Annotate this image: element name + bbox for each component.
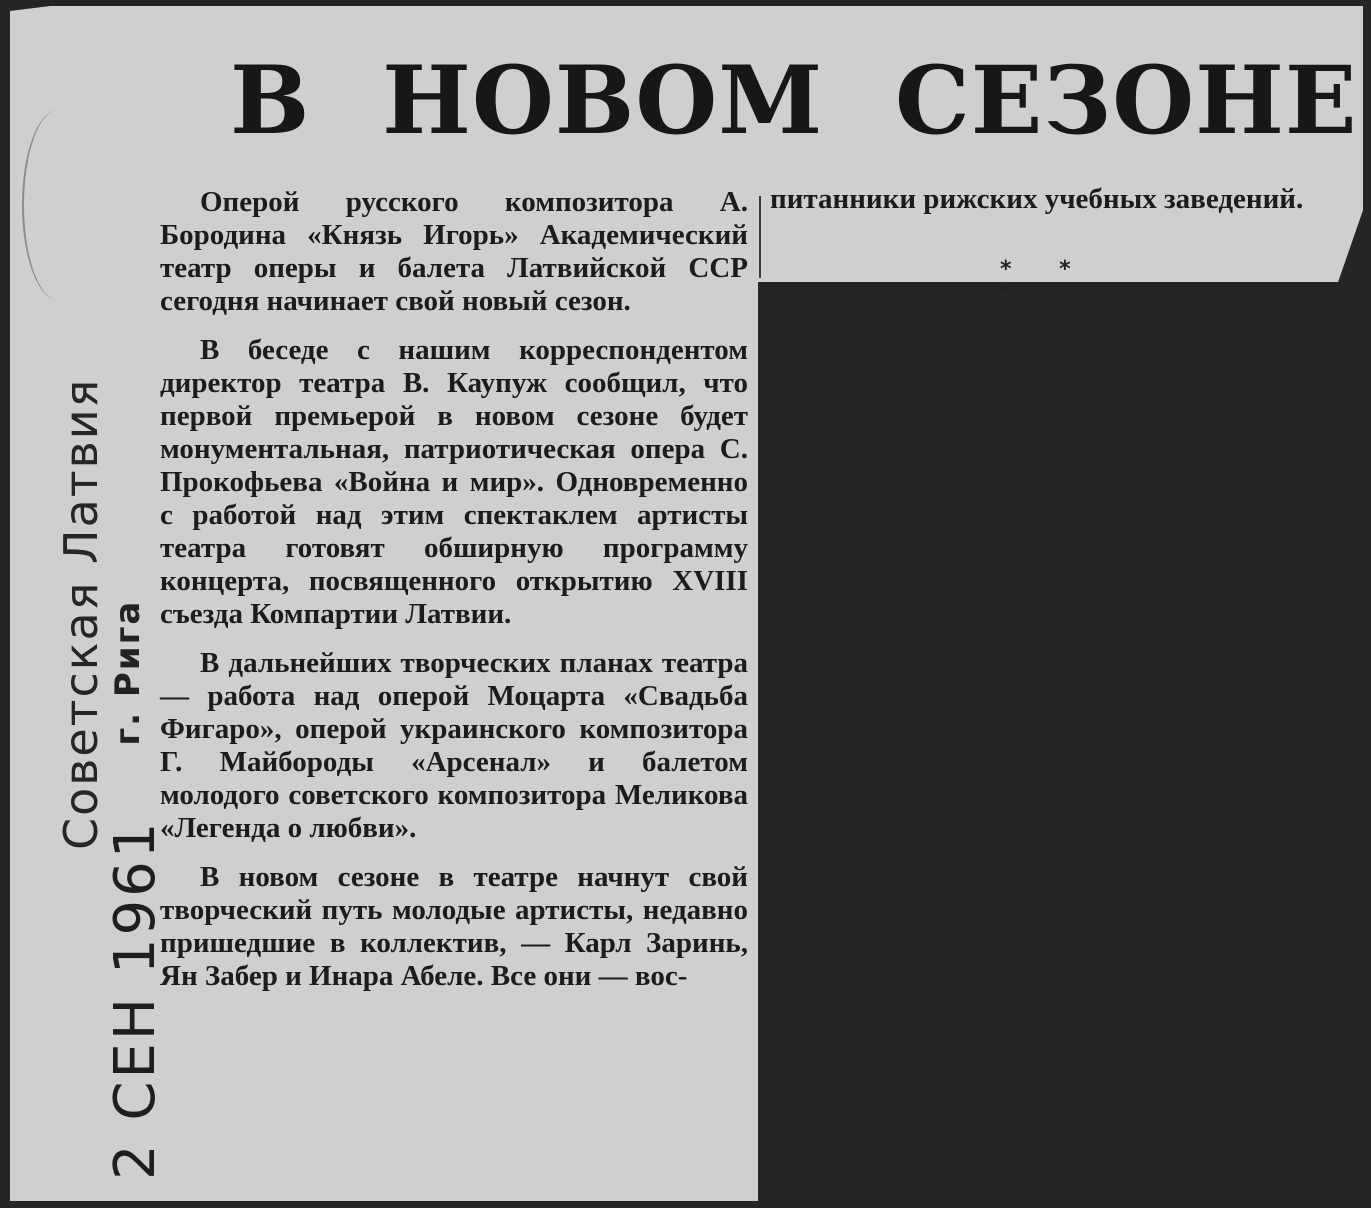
paragraph-2: В беседе с нашим корреспондентом директор театра В. Каупуж сообщил, что первой премьерой в новом сезоне будет монументальная, патриотическая опера С. Прокофьева «Война и мир». Одновременно с работой над этим спектаклем артисты театра готовят обширную программу концерта, посвященного открытию XVIII съезда Компартии Латвии.	[160, 334, 748, 630]
headline: В НОВОМ СЕЗОНЕ	[230, 46, 1358, 156]
article-column-right	[770, 183, 1360, 232]
stamp-date: 2 СЕН 1961	[103, 819, 168, 1180]
paragraph-3: В дальнейших творческих планах театра — работа над оперой Моцарта «Свадьба Фигаро», оперой украинского композитора Г. Майбороды «Арсенал» и балетом молодого советского композитора Меликова «Легенда о любви».	[160, 647, 748, 844]
paragraph-continuation: питанники рижских учебных заведений.	[770, 183, 1304, 215]
stamp-date-row	[103, 180, 168, 1180]
paragraph-4: В новом сезоне в театре начнут свой творческий путь молодые артисты, недавно пришедшие в коллектив, — Карл Заринь, Ян Забер и Инара Абеле. Все они — вос-	[160, 861, 748, 992]
column-rule	[759, 196, 761, 278]
stamp-source: Советская Латвия	[54, 377, 108, 850]
archive-stamp	[54, 180, 168, 1180]
article-column-left	[160, 186, 748, 1009]
stamp-place: г. Рига	[108, 599, 148, 746]
paragraph-1: Оперой русского композитора А. Бородина «Князь Игорь» Академический театр оперы и балета Латвийской ССР сегодня начинает свой новый сезон.	[160, 186, 748, 317]
section-separator: * * *	[1000, 257, 1091, 306]
